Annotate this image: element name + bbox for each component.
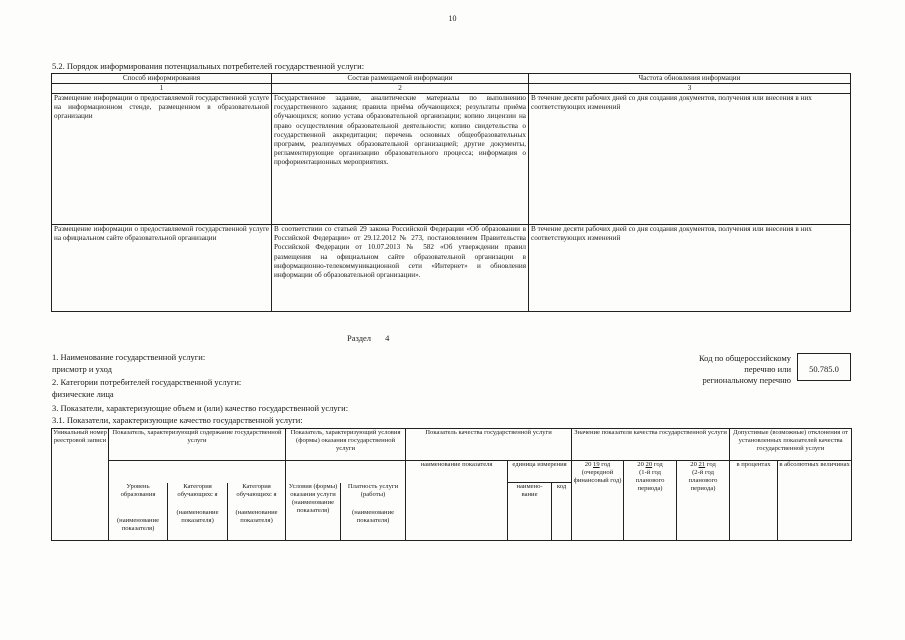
header-indicator-name: наименование показателя [406, 461, 508, 541]
column-number: 1 [52, 84, 272, 94]
header-unique-number: Уникальный номер реестровой записи [52, 429, 109, 541]
header-frequency: Частота обновления информации [529, 74, 851, 84]
service-name-value: присмотр и уход [52, 364, 113, 374]
header-quality-indicator: Показатель качества государственной услуги [406, 429, 572, 461]
row-method: Размещение информации о предоставляемой государственной услуге на официальном сайте образовательной организации [52, 225, 272, 312]
header-allowed-deviation: Допустимые (возможные) отклонения от установленных показателей качества государственной услуги [730, 429, 852, 461]
header-year-1: 20 19 год (очередной финансовый год) [572, 461, 624, 541]
table-row [52, 94, 851, 225]
subheader-unit-name: наимено-вание [508, 483, 552, 541]
row-method: Размещение информации о предоставляемой государственной услуге на информационном стенде, размещенном в образовательной организации [52, 94, 272, 225]
header-year-2: 20 20 год (1-й год планового периода) [624, 461, 677, 541]
row-frequency: В течение десяти рабочих дней со дня создания документов, получения или внесения в них соответствующих изменений [529, 225, 851, 312]
column-number: 3 [529, 84, 851, 94]
page-number: 10 [448, 14, 457, 23]
registry-label-line: перечню или [744, 364, 791, 374]
header-absolute: в абсолютных величинах [778, 461, 852, 541]
subheader-category-2: Категория обучающихс я (наименование показателя) [228, 483, 286, 541]
subheader-conditions: Условия (формы) оказания услуги (наименование показателя) [286, 483, 341, 541]
header-content: Состав размещаемой информации [272, 74, 529, 84]
row-content: Государственное задание, аналитические материалы по выполнению государственного задания; правила приёма обучающихся; результаты приёма обучающихся; копию устава образовательной организации; копию лицензии на право осуществления образовательной деятельности; копию свидетельства о государственной аккредитации; перечень основных общеобразовательных программ, реализуемых образовательной организацией; другие документы, регламентирующие организацию образовательного процесса; информация о профориентационных мероприятиях. [272, 94, 529, 225]
section-5-2-title: 5.2. Порядок информирования потенциальных потребителей государственной услуги: [52, 61, 365, 71]
blank-cell [286, 461, 406, 483]
consumers-label: 2. Категории потребителей государственной услуги: [52, 377, 242, 387]
quality-label: 3.1. Показатели, характеризующие качество государственной услуги: [52, 415, 303, 425]
subheader-level: Уровень образования (наименование показателя) [109, 483, 168, 541]
registry-code-labels [699, 353, 791, 386]
header-percent: в процентах [730, 461, 778, 541]
section-number: 4 [385, 333, 390, 343]
table-row [52, 225, 851, 312]
header-conditions-indicator: Показатель, характеризующий условия (формы) оказания государственной услуги [286, 429, 406, 461]
header-unit: единица измерения [508, 461, 572, 483]
registry-code-box: 50.785.0 [797, 353, 851, 381]
header-content-indicator: Показатель, характеризующий содержание государственной услуги [109, 429, 286, 461]
informing-table [51, 73, 851, 312]
section-heading [347, 333, 389, 343]
registry-label-line: Код по общероссийскому [698, 353, 791, 363]
registry-label-line: региональному перечню [702, 375, 791, 385]
column-number: 2 [272, 84, 529, 94]
header-method: Способ информирования [52, 74, 272, 84]
header-year-3: 20 21 год (2-й год планового периода) [677, 461, 730, 541]
subheader-unit-code: код [552, 483, 572, 541]
subheader-payment: Платность услуги (работы) (наименование показателя) [341, 483, 406, 541]
subheader-category-1: Категория обучающихс я (наименование показателя) [168, 483, 228, 541]
row-content: В соответствии со статьей 29 закона Российской Федерации «Об образовании в Российской Федерации» от 29.12.2012 № 273, постановлением Правительства Российской Федерации от 10.07.2013 № 582 «Об утверждении правил размещения на официальном сайте образовательной организации в информационно-телекоммуникационной сети «Интернет» и обновления информации об образовательной организации». [272, 225, 529, 312]
header-indicator-values: Значение показателя качества государственной услуги [572, 429, 730, 461]
row-frequency: В течение десяти рабочих дней со дня создания документов, получения или внесения в них соответствующих изменений [529, 94, 851, 225]
consumers-value: физические лица [52, 389, 114, 399]
indicators-label: 3. Показатели, характеризующие объем и (или) качество государственной услуги: [52, 403, 349, 413]
blank-cell [109, 461, 286, 483]
service-name-label: 1. Наименование государственной услуги: [52, 352, 206, 362]
quality-indicators-table [51, 428, 852, 541]
section-label: Раздел [347, 333, 372, 343]
